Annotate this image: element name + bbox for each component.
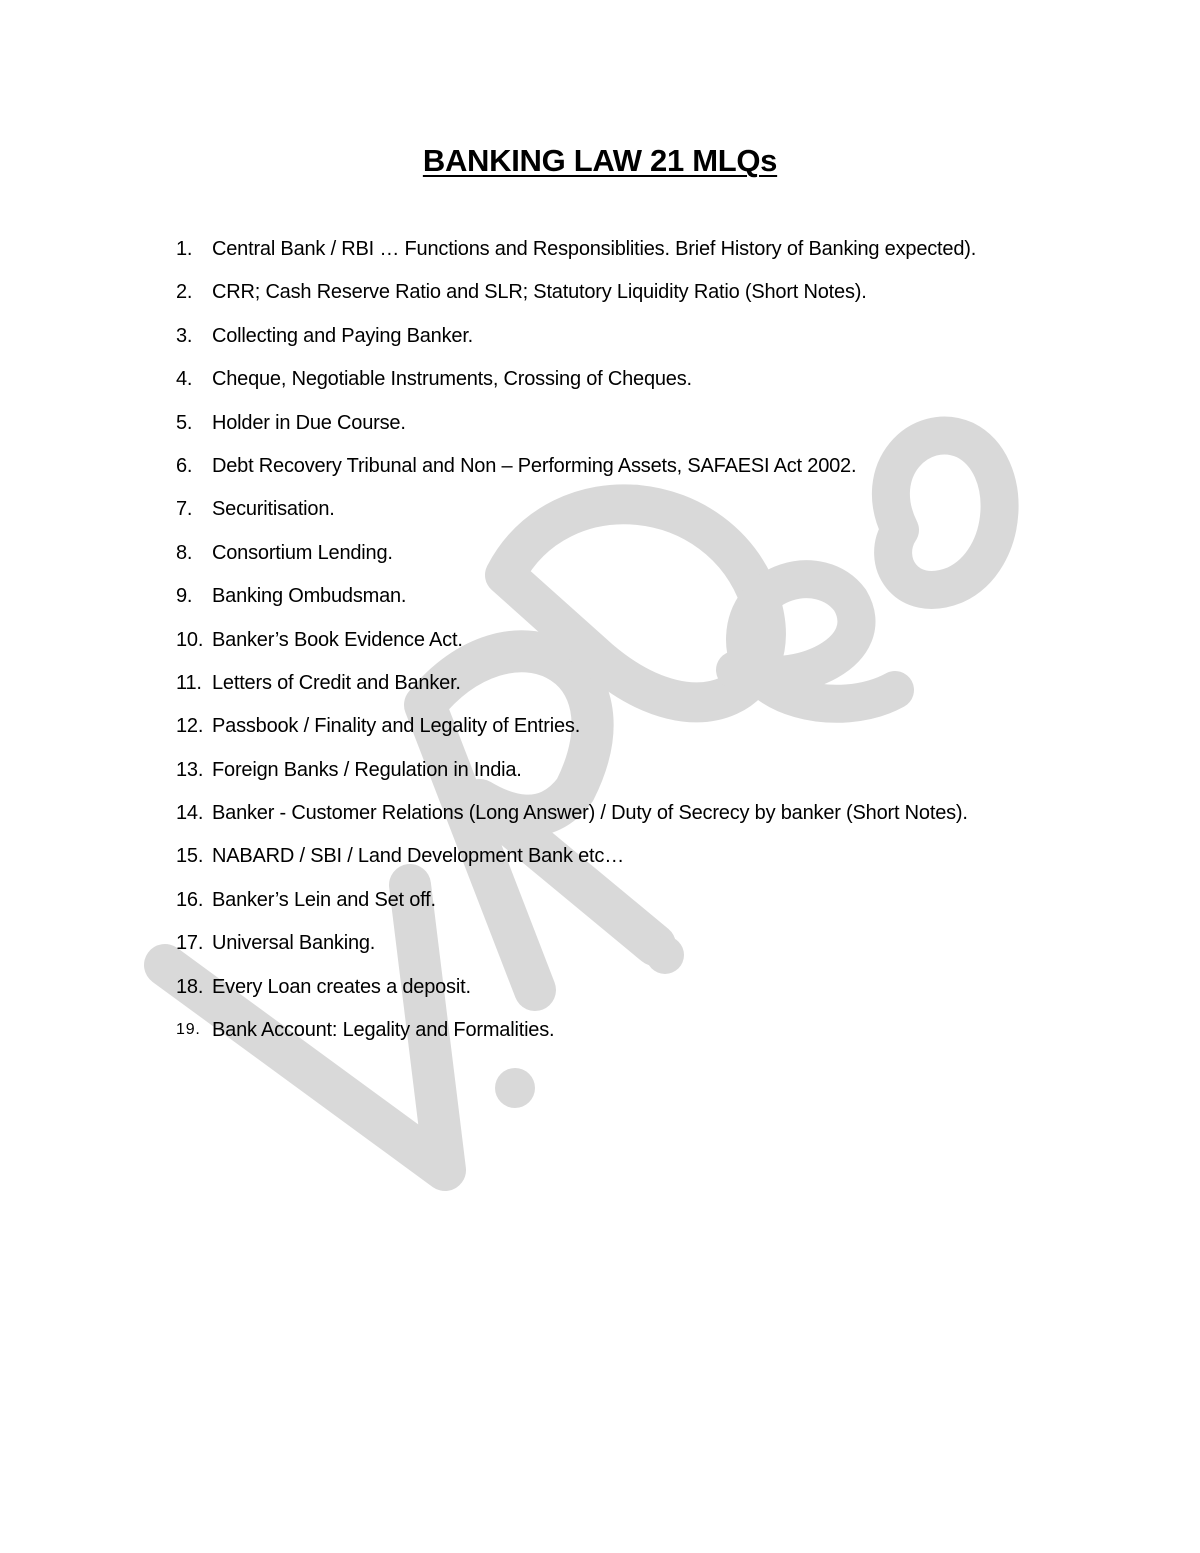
list-item-number: 15. <box>176 845 204 868</box>
list-item-number: 9. <box>176 585 193 608</box>
list-item-text: Cheque, Negotiable Instruments, Crossing of Cheques. <box>212 368 692 391</box>
list-item <box>176 971 1176 1014</box>
list-item-number: 5. <box>176 411 193 434</box>
list-item-number: 10. <box>176 628 204 651</box>
list-item-number: 18. <box>176 975 204 998</box>
list-item <box>176 363 1176 406</box>
list-item <box>176 320 1176 363</box>
list-item <box>176 667 1176 710</box>
list-item-text: Debt Recovery Tribunal and Non – Performing Assets, SAFAESI Act 2002. <box>212 454 857 477</box>
list-item <box>176 927 1176 970</box>
list-item <box>176 884 1176 927</box>
list-item <box>176 580 1176 623</box>
list-item-number: 2. <box>176 281 193 304</box>
list-item-text: Holder in Due Course. <box>212 411 406 434</box>
list-item-text: Bank Account: Legality and Formalities. <box>212 1019 555 1042</box>
list-item <box>176 493 1176 536</box>
list-item <box>176 797 1176 840</box>
list-item-number: 16. <box>176 888 204 911</box>
list-item-text: Every Loan creates a deposit. <box>212 975 471 998</box>
list-item-number: 1. <box>176 238 193 260</box>
list-item-text: Universal Banking. <box>212 932 376 955</box>
list-item-text: Letters of Credit and Banker. <box>212 671 461 694</box>
question-list <box>176 233 1176 1057</box>
list-item <box>176 537 1176 580</box>
list-item-text: Banker’s Lein and Set off. <box>212 888 436 911</box>
list-item-number: 11. <box>176 671 202 694</box>
list-item-text: Banker - Customer Relations (Long Answer) / Duty of Secrecy by banker (Short Notes). <box>212 802 968 825</box>
list-item <box>176 754 1176 797</box>
list-item-text: Central Bank / RBI … Functions and Responsiblities. Brief History of Banking expected). <box>212 238 977 260</box>
list-item <box>176 233 1176 276</box>
list-item-number: 17. <box>176 932 204 955</box>
document-title: BANKING LAW 21 MLQs <box>422 143 778 178</box>
list-item-text: Securitisation. <box>212 498 335 521</box>
list-item-text: Passbook / Finality and Legality of Entries. <box>212 715 581 738</box>
list-item-text: Foreign Banks / Regulation in India. <box>212 758 522 781</box>
list-item-number: 8. <box>176 541 193 564</box>
list-item-number: 6. <box>176 454 193 477</box>
list-item-number: 12. <box>176 715 204 738</box>
list-item-number: 3. <box>176 324 193 347</box>
list-item-number: 4. <box>176 368 193 391</box>
list-item-number: 7. <box>176 498 193 521</box>
list-item-text: Collecting and Paying Banker. <box>212 324 474 347</box>
list-item <box>176 450 1176 493</box>
list-item-number: 19. <box>176 1021 201 1039</box>
list-item-number: 13. <box>176 758 204 781</box>
list-item-text: Banking Ombudsman. <box>212 585 407 608</box>
list-item-text: NABARD / SBI / Land Development Bank etc… <box>212 845 624 868</box>
list-item <box>176 840 1176 883</box>
list-item-number: 14. <box>176 802 204 825</box>
list-item <box>176 710 1176 753</box>
list-item-text: CRR; Cash Reserve Ratio and SLR; Statutory Liquidity Ratio (Short Notes). <box>212 281 867 304</box>
list-item <box>176 1014 1176 1057</box>
list-item-text: Consortium Lending. <box>212 541 393 564</box>
list-item <box>176 407 1176 450</box>
list-item <box>176 624 1176 667</box>
list-item <box>176 276 1176 319</box>
list-item-text: Banker’s Book Evidence Act. <box>212 628 463 651</box>
